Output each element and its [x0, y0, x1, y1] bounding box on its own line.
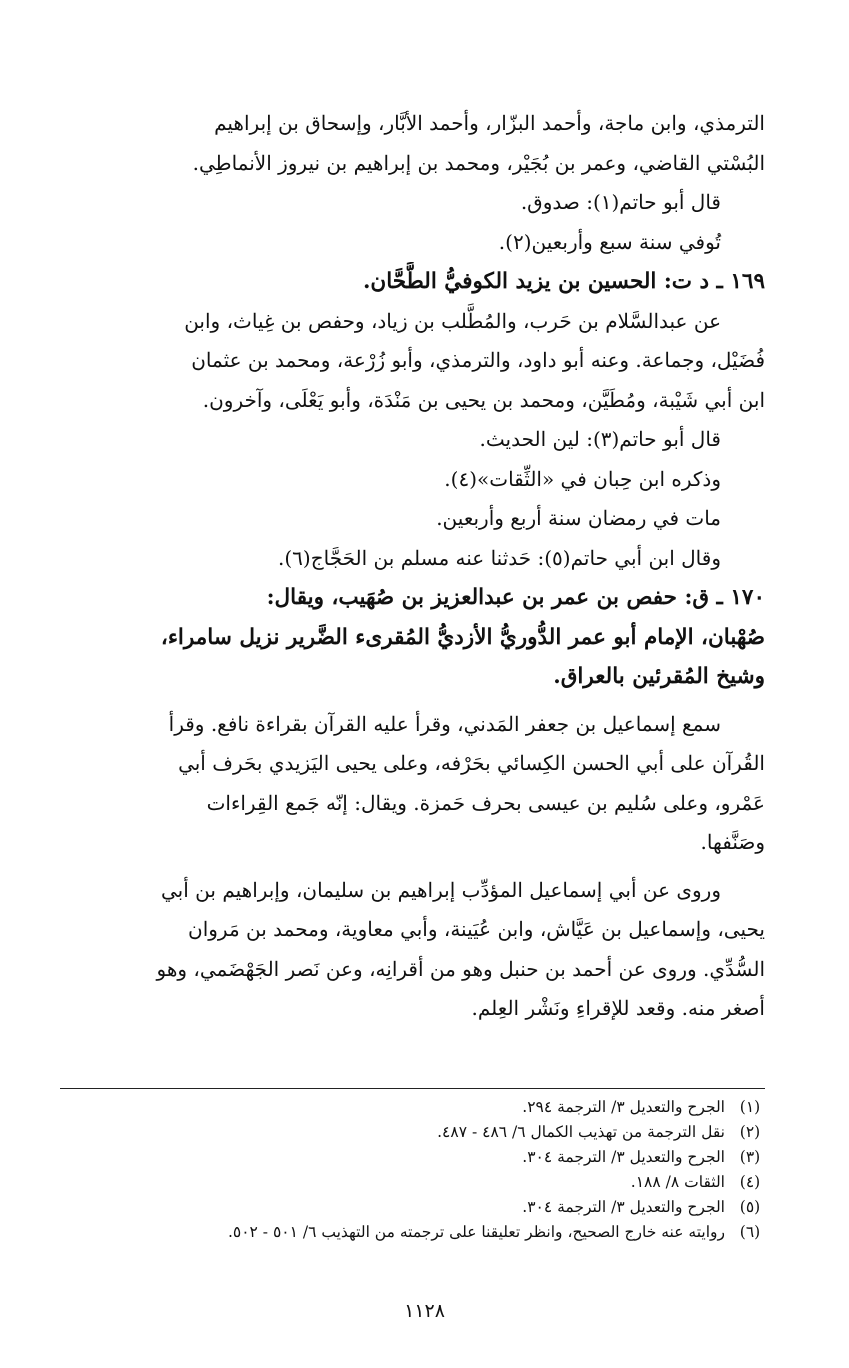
text-line: القُرآن على أبي الحسن الكِسائي بحَرْفه، وعلى يحيى اليَزيدي بحَرف أبي: [178, 751, 765, 775]
footnote-text: الجرح والتعديل ٣/ الترجمة ٢٩٤.: [522, 1098, 725, 1116]
text-line: فُضَيْل، وجماعة. وعنه أبو داود، والترمذي، وأبو زُرْعة، ومحمد بن عثمان: [191, 348, 765, 372]
entry-heading-line: صُهْبان، الإمام أبو عمر الدُّوريُّ الأزديُّ المُقرىء الضَّرير نزيل سامراء،: [160, 624, 765, 650]
text-line: الترمذي، وابن ماجة، وأحمد البزّار، وأحمد الأبَّار، وإسحاق بن إبراهيم: [214, 111, 765, 135]
footnote-text: الجرح والتعديل ٣/ الترجمة ٣٠٤.: [522, 1148, 725, 1166]
text-line: السُّدِّي. وروى عن أحمد بن حنبل وهو من أقرانِه، وعن نَصر الجَهْضَمي، وهو: [156, 956, 765, 981]
footnote-text: نقل الترجمة من تهذيب الكمال ٦/ ٤٨٦ - ٤٨٧.: [437, 1123, 725, 1141]
text-line: عن عبدالسَّلام بن حَرب، والمُطَّلب بن زياد، وحفص بن غِياث، وابن: [184, 308, 721, 333]
footnote-number: (١): [739, 1098, 761, 1116]
entry-heading-line: ١٧٠ ـ ق: حفص بن عمر بن عبدالعزيز بن صُهَيب، ويقال:: [266, 585, 765, 610]
entry-heading-line: وشيخ المُقرئين بالعراق.: [553, 664, 765, 689]
page-number: ١١٢٨: [404, 1300, 445, 1322]
footnote: [60, 1195, 765, 1220]
footnote-text: روايته عنه خارج الصحيح، وانظر تعليقنا على ترجمته من التهذيب ٦/ ٥٠١ - ٥٠٢.: [227, 1223, 725, 1241]
text-line: تُوفي سنة سبع وأربعين(٢).: [498, 229, 721, 254]
footnote-number: (٥): [739, 1198, 761, 1216]
footnote: [60, 1095, 765, 1120]
text-line: يحيى، وإسماعيل بن عَيَّاش، وابن عُيَينة، وأبي معاوية، ومحمد بن مَروان: [188, 917, 765, 941]
entry-heading-line: ١٦٩ ـ د ت: الحسين بن يزيد الكوفيُّ الطَّحَّان.: [362, 269, 765, 294]
text-line: أصغر منه. وقعد للإقراءِ ونَشْر العِلم.: [471, 996, 765, 1020]
text-line: وذكره ابن حِبان في «الثِّقات»(٤).: [444, 466, 721, 491]
footnote: [60, 1120, 765, 1145]
text-line: وقال ابن أبي حاتم(٥): حَدثنا عنه مسلم بن الحَجَّاج(٦).: [277, 545, 721, 570]
footnote-number: (٦): [739, 1223, 761, 1241]
footnote-number: (٤): [739, 1173, 761, 1191]
footnote-number: (٣): [739, 1148, 761, 1166]
footnote: [60, 1145, 765, 1170]
text-line: قال أبو حاتم(١): صدوق.: [520, 190, 721, 214]
text-line: ابن أبي شَيْبة، ومُطَيَّن، ومحمد بن يحيى بن مَنْدَة، وأبو يَعْلَى، وآخرون.: [202, 387, 765, 412]
main-text: [18, 104, 765, 1029]
text-line: سمع إسماعيل بن جعفر المَدني، وقرأ عليه القرآن بقراءة نافع. وقرأ: [168, 711, 721, 736]
footnote-text: الجرح والتعديل ٣/ الترجمة ٣٠٤.: [522, 1198, 725, 1216]
text-line: عَمْرو، وعلى سُليم بن عيسى بحرف حَمزة. ويقال: إنّه جَمع القِراءات: [206, 790, 765, 815]
text-line: وروى عن أبي إسماعيل المؤدِّب إبراهيم بن سليمان، وإبراهيم بن أبي: [161, 877, 721, 902]
footnotes-section: [60, 1088, 765, 1245]
text-line: مات في رمضان سنة أربع وأربعين.: [436, 506, 721, 530]
text-line: قال أبو حاتم(٣): لين الحديث.: [479, 427, 721, 451]
footnote: [60, 1170, 765, 1195]
footnote: [60, 1220, 765, 1245]
text-line: البُسْتي القاضي، وعمر بن بُجَيْر، ومحمد بن إبراهيم بن نيروز الأنماطِي.: [192, 150, 765, 175]
footnote-text: الثقات ٨/ ١٨٨.: [630, 1173, 725, 1191]
text-line: وصَنَّفها.: [700, 830, 765, 854]
footnote-number: (٢): [739, 1123, 761, 1141]
